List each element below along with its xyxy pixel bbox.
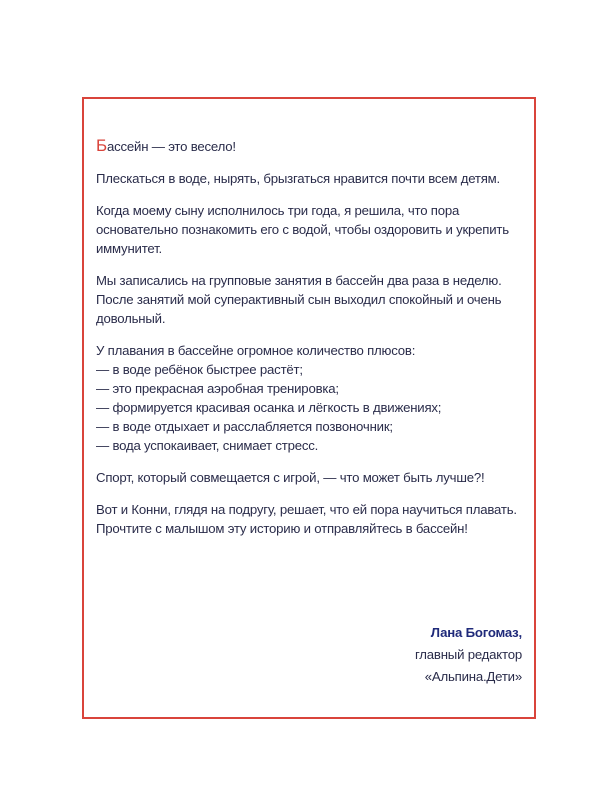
closing-question: Спорт, который совмещается с игрой, — что может быть лучше?! — [96, 470, 485, 485]
benefits-block — [96, 341, 526, 455]
paragraph-2: Когда моему сыну исполнилось три года, я решила, что пора основательно познакомить его с водой, чтобы оздоровить и укрепить иммунитет. — [96, 203, 509, 256]
benefit-item: — это прекрасная аэробная тренировка; — [96, 381, 339, 396]
benefit-item: — вода успокаивает, снимает стресс. — [96, 438, 319, 453]
paragraph-3: Мы записались на групповые занятия в бассейн два раза в неделю. После занятий мой суперактивный сын выходил спокойный и очень довольный. — [96, 273, 502, 326]
signature-name: Лана Богомаз, — [430, 625, 522, 640]
letter-body — [96, 136, 526, 551]
title-rest: ассейн — это весело! — [106, 139, 236, 154]
benefit-item: — в воде ребёнок быстрее растёт; — [96, 362, 303, 377]
benefit-item: — формируется красивая осанка и лёгкость в движениях; — [96, 400, 442, 415]
signature-org: «Альпина.Дети» — [424, 669, 522, 684]
paragraph-1: Плескаться в воде, нырять, брызгаться нравится почти всем детям. — [96, 171, 501, 186]
closing-paragraph: Вот и Конни, глядя на подругу, решает, что ей пора научиться плавать. Прочтите с малышом эту историю и отправляйтесь в бассейн! — [96, 502, 517, 536]
title-drop-letter: Б — [96, 136, 107, 155]
benefit-item: — в воде отдыхает и расслабляется позвоночник; — [96, 419, 393, 434]
signature-role: главный редактор — [414, 647, 522, 662]
letter-title — [96, 136, 526, 156]
benefits-intro: У плавания в бассейне огромное количество плюсов: — [96, 343, 416, 358]
signature-block — [415, 622, 522, 688]
